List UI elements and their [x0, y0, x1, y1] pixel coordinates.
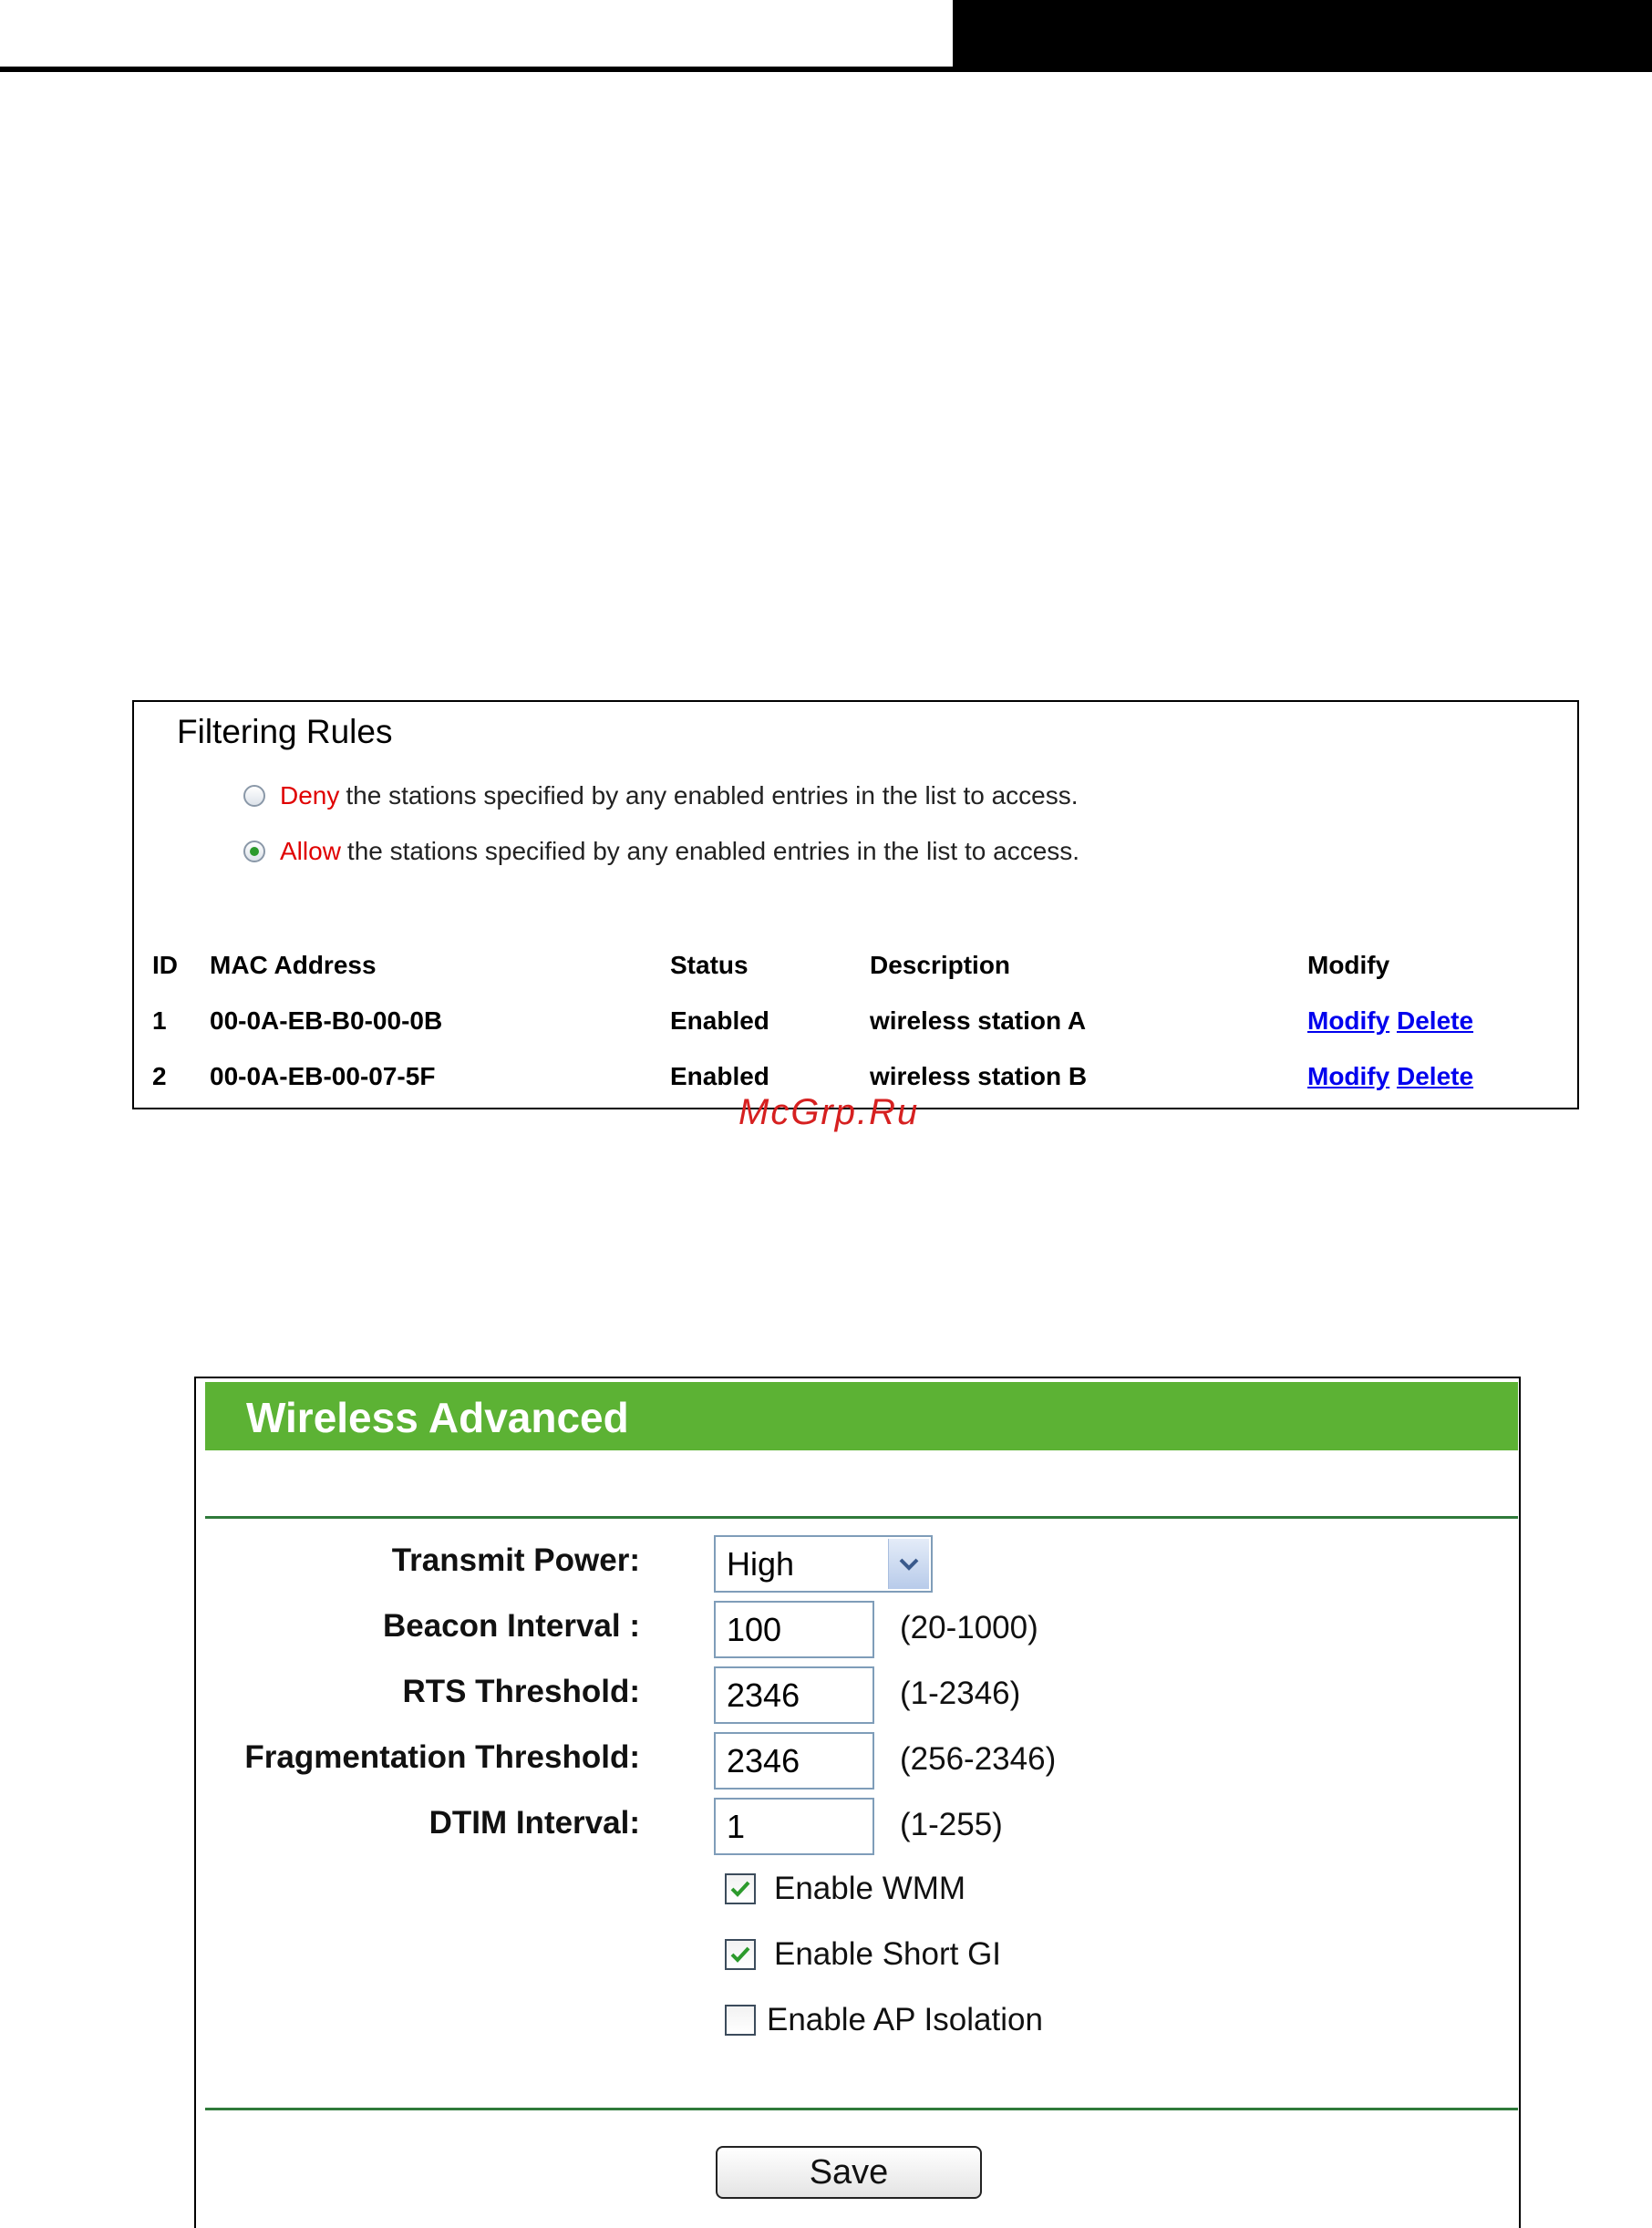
table-row-description: wireless station A	[870, 1006, 1087, 1035]
table-row-description: wireless station B	[870, 1062, 1088, 1090]
header-description: Description	[870, 951, 1011, 979]
enable-short-gi-checkbox[interactable]	[725, 1939, 756, 1970]
enable-short-gi-label: Enable Short GI	[774, 1936, 1002, 1972]
allow-text: the stations specified by any enabled entries in the list to access.	[346, 837, 1080, 865]
delete-link[interactable]: Delete	[1397, 1006, 1474, 1035]
filtering-rules-panel	[132, 700, 1579, 1109]
enable-ap-isolation-option[interactable]	[725, 2002, 1043, 2038]
header-mac: MAC Address	[210, 951, 377, 979]
dtim-interval-range: (1-255)	[900, 1807, 1003, 1842]
table-row-status: Enabled	[670, 1006, 769, 1035]
deny-text: the stations specified by any enabled entries in the list to access.	[346, 781, 1079, 810]
transmit-power-label: Transmit Power:	[391, 1542, 640, 1578]
fragmentation-threshold-range: (256-2346)	[900, 1741, 1057, 1777]
page-header-bar	[953, 0, 1652, 69]
save-button[interactable]: Save	[716, 2146, 982, 2199]
enable-wmm-label: Enable WMM	[774, 1871, 966, 1906]
enable-ap-isolation-label: Enable AP Isolation	[767, 2002, 1043, 2037]
header-status: Status	[670, 951, 749, 979]
header-id: ID	[152, 951, 178, 979]
allow-keyword: Allow	[280, 837, 341, 865]
wireless-advanced-header	[205, 1382, 1518, 1450]
enable-wmm-option[interactable]	[725, 1871, 965, 1907]
enable-short-gi-option[interactable]	[725, 1936, 1001, 1973]
rts-threshold-input[interactable]: 2346	[714, 1666, 874, 1724]
table-row-mac: 00-0A-EB-00-07-5F	[210, 1062, 436, 1090]
rts-threshold-label: RTS Threshold:	[402, 1674, 640, 1709]
modify-link[interactable]: Modify	[1307, 1006, 1390, 1035]
header-modify: Modify	[1307, 951, 1390, 979]
rts-threshold-range: (1-2346)	[900, 1676, 1021, 1711]
allow-radio[interactable]	[243, 841, 265, 862]
deny-radio[interactable]	[243, 785, 265, 807]
beacon-interval-range: (20-1000)	[900, 1610, 1038, 1645]
bottom-divider	[205, 2108, 1518, 2110]
beacon-interval-input[interactable]: 100	[714, 1601, 874, 1658]
top-divider	[205, 1516, 1518, 1519]
deny-keyword: Deny	[280, 781, 340, 810]
beacon-interval-label: Beacon Interval :	[382, 1608, 640, 1644]
deny-rule-option[interactable]	[243, 781, 1079, 810]
fragmentation-threshold-label: Fragmentation Threshold:	[244, 1739, 640, 1775]
transmit-power-select[interactable]	[714, 1535, 933, 1593]
enable-wmm-checkbox[interactable]	[725, 1873, 756, 1904]
chevron-down-icon[interactable]	[888, 1539, 929, 1589]
dtim-interval-input[interactable]: 1	[714, 1798, 874, 1855]
enable-ap-isolation-checkbox[interactable]	[725, 2005, 756, 2036]
wireless-advanced-panel	[194, 1377, 1521, 2228]
fragmentation-threshold-input[interactable]: 2346	[714, 1732, 874, 1790]
filtering-rules-title: Filtering Rules	[177, 713, 393, 750]
dtim-interval-label: DTIM Interval:	[428, 1805, 640, 1841]
table-row-status: Enabled	[670, 1062, 769, 1090]
allow-rule-option[interactable]	[243, 837, 1079, 866]
delete-link[interactable]: Delete	[1397, 1062, 1474, 1090]
table-row-mac: 00-0A-EB-B0-00-0B	[210, 1006, 443, 1035]
transmit-power-value: High	[727, 1545, 795, 1583]
table-row-id: 1	[152, 1006, 167, 1035]
modify-link[interactable]: Modify	[1307, 1062, 1390, 1090]
watermark: McGrp.Ru	[738, 1092, 920, 1132]
table-row-id: 2	[152, 1062, 167, 1090]
wireless-advanced-title: Wireless Advanced	[246, 1394, 629, 1441]
